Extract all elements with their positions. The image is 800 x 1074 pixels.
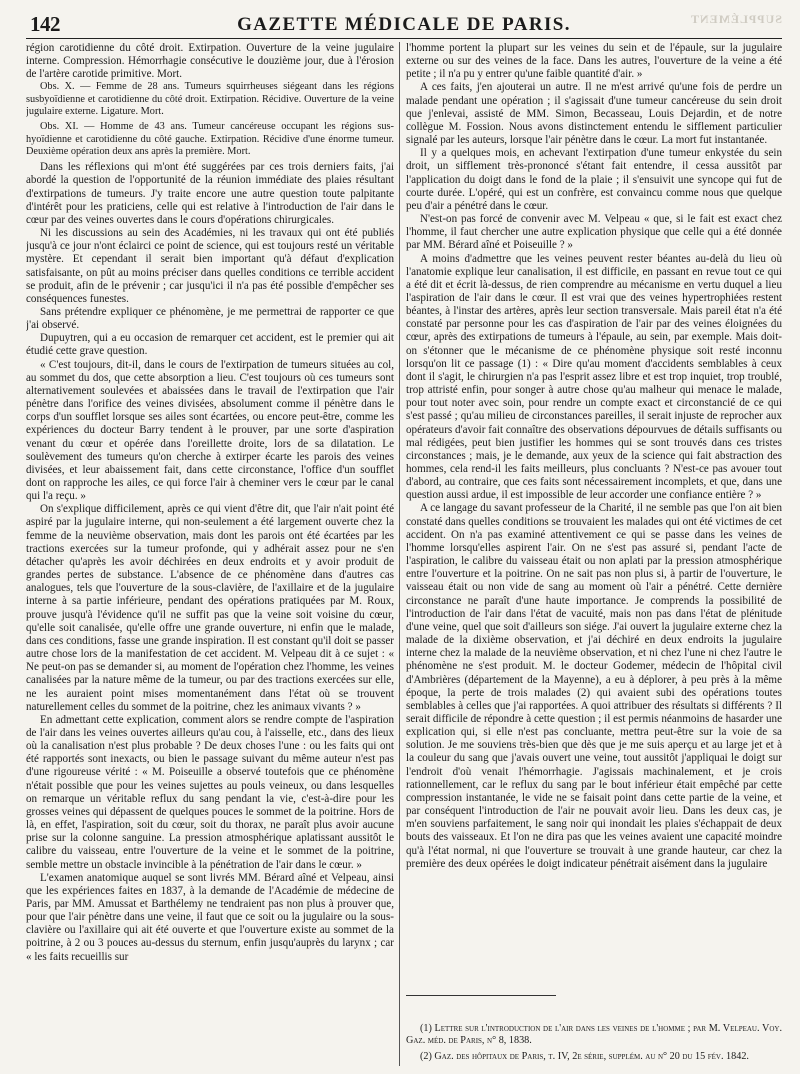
quotation-dupuytren: « C'est toujours, dit-il, dans le cours de l'extirpation de tumeurs situées au col, au sommet du dos, que cette absorption a lieu. C'est toujours où ces tumeurs sont alternativement soulevées et abaissées dans le travail de l'extirpation que l'air pénètre dans l'orifice des veines divisées, absolument comme il pénètre dans le corps d'un soufflet lorsque ses ailes sont écartées, ou encore peut-être, comme les expériences du docteur Barry tendent à le prouver, par une sorte d'aspiration venant du cœur et opérée dans l'oreillette droite, lors de sa dilatation. Le soulèvement des tumeurs qu'on cherche à extirper écarte les parois des veines divisées, et leur abaissement fait, dans cette circonstance, l'office d'un soufflet dont on rapproche les ailes, ce qui force l'air à cheminer vers le cœur par le canal qui l'a reçu. » — [26, 358, 394, 503]
paragraph: En admettant cette explication, comment alors se rendre compte de l'aspiration de l'air dans les veines ouvertes ailleurs qu'au cou, à l'aisselle, etc., dans des lieux où la canalisation n'est plus probable ? De deux choses l'une : ou les faits qui ont été rapportés sont inexacts, ou bien le passage suivant du même auteur n'est pas d'une rigoureuse vérité : « M. Poiseuille a observé toutefois que ce phénomène n'était possible que pour les veines sujettes au pouls veineux, ou dans lesquelles on remarque un véritable reflux du sang pendant la vie, c'est-à-dire pour les grosses veines qui dépassent de quelques pouces le sommet de la poitrine. Hors de là, en effet, l'aspiration, soit du cœur, soit du thorax, ne paraît plus avoir aucune prise sur la colonne sanguine. La pression atmosphérique aplatissant aussitôt le calibre du vaisseau, entre l'ouverture de la veine et le sommet de la poitrine, semble mettre un obstacle invincible à la pénétration de l'air dans le cœur. » — [26, 713, 394, 871]
column-divider — [399, 42, 400, 1066]
observation-xi: Obs. XI. — Homme de 43 ans. Tumeur cancéreuse occupant les régions sus-hyoïdienne et carotidienne du côté gauche. Extirpation. Récidive d'une énorme tumeur. Deuxième opération deux ans après la première. Mort. — [26, 121, 394, 157]
footnote-separator — [406, 995, 556, 996]
right-column — [406, 42, 782, 1066]
paragraph: A moins d'admettre que les veines peuvent rester béantes au-delà du lieu où l'anatomie explique leur canalisation, il est difficile, en passant en revue tout ce qui a été dit et écrit là-dessus, de rien comprendre au mécanisme en vertu duquel a lieu l'aspiration de l'air dans le cœur. Il est vrai que des veines hypertrophiées restent béantes, à l'instar des artères, après leur section transversale. Mais pareil état n'a été constaté par personne pour les cas d'aspiration de l'air par des veines éloignées du cœur, après des extirpations de tumeurs à l'épaule, au sein, par exemple. Mais doit-on s'étonner que le mécanisme de ce phénomène physique soit resté inconnu lorsqu'on lit ce passage (1) : « Dire qu'au moment d'accidents semblables à ceux dont il s'agit, le chirurgien n'a pas l'esprit assez libre et est trop inquiet, trop troublé, trop attristé enfin, pour songer à autre chose qu'au malheur qui menace le malade, pour tout noter avec soin, pour rendre un compte exact et circonstancié de ce qui s'est passé ; qu'au milieu de circonstances pareilles, il serait injuste de reprocher aux opérateurs d'avoir fait connaître des observations dépourvues de détails suffisants ou mal rédigées, peut bien justifier les hommes qui se sont trouvés dans ces tristes circonstances ; mais, je le demande, aux yeux de la science qui fait abstraction des hommes, cela rend-il les faits meilleurs, plus concluants ? N'est-ce pas avouer tout d'abord, au contraire, que ces faits sont nécessairement incomplets, et que, dans une question aussi ardue, il est impossible de leur accorder une confiance entière ? » — [406, 252, 782, 502]
paragraph: Sans prétendre expliquer ce phénomène, je me permettrai de rapporter ce que j'ai observé. — [26, 305, 394, 332]
paragraph: région carotidienne du côté droit. Extirpation. Ouverture de la veine jugulaire interne. Compression. Hémorrhagie consécutive le douzième jour, due à l'érosion de l'artère carotide primitive. Mort. — [26, 42, 394, 81]
paragraph: l'homme portent la plupart sur les veines du sein et de l'épaule, sur la jugulaire externe ou sur des veines de la face. Dans les autres, l'ouverture de la veine a été petite ; il n'a pu y entrer qu'une faible quantité d'air. » — [406, 42, 782, 81]
journal-title: GAZETTE MÉDICALE DE PARIS. — [237, 14, 571, 35]
paragraph: On s'explique difficilement, après ce qui vient d'être dit, que l'air n'ait point été aspiré par la jugulaire interne, qui non-seulement a été largement ouverte chez la femme de la neuvième observation, mais dont les parois ont été écartées par les tractions exercées sur la tumeur profonde, qui y adhérait assez pour ne s'en détacher qu'après les avoir déchirées en deux endroits et y avoir produit de grandes pertes de substance. L'absence de ce phénomène dans d'autres cas analogues, tels que l'ouverture de la sous-clavière, de l'axillaire et de la jugulaire interne à sa partie inférieure, pendant des opérations pratiquées par M. Roux, prouve jusqu'à l'évidence qu'il ne suffit pas que la veine soit voisine du cœur, qu'elle soit canalisée, qu'elle offre une grande ouverture, ni enfin que le malade, dans ces conditions, fasse une grande inspiration. Il est constant qu'il doit se passer autre chose lors de la manifestation de cet accident. M. Velpeau dit à ce sujet : « Ne peut-on pas se demander si, au moment de l'opération chez l'homme, les veines canalisées par la nature même de la tumeur, ou par des tractions exercées sur elle, ne les auraient point mises momentanément dans l'état où se trouvent naturellement celles du sommet de la poitrine, chez les animaux vivants ? » — [26, 503, 394, 713]
footnote-1: (1) Lettre sur l'introduction de l'air dans les veines de l'homme ; par M. Velpeau. Voy. Gaz. méd. de Paris, n° 8, 1838. — [406, 1022, 782, 1046]
bleed-through-text: SUPPLÉMENT — [689, 12, 782, 26]
page-header — [26, 8, 782, 39]
paragraph: Ni les discussions au sein des Académies, ni les travaux qui ont été publiés jusqu'à ce jour n'ont éclairci ce point de science, qui est toujours resté un véritable mystère. Et cependant il serait bien important qu'à défaut d'explication satisfaisante, on pût au moins préciser dans quelles conditions ce terrible accident se produit, afin de le prévenir ; car jusqu'ici il n'a pas été possible d'empêcher ses conséquences funestes. — [26, 227, 394, 305]
paragraph: L'examen anatomique auquel se sont livrés MM. Bérard aîné et Velpeau, ainsi que les expériences faites en 1837, à la demande de l'Académie de médecine de Paris, par MM. Amussat et Barthélemy ne tendraient pas non plus à prouver que, pour que l'air pénètre dans une veine, il faut que ce soit ou la jugulaire ou la sous-clavière ou l'axillaire qui ait été ouverte et que l'ouverture existe au sommet de la poitrine, à 2 ou 3 pouces au-dessus du sternum, enfin jusqu'auprès du larynx ; car « les faits recueillis sur — [26, 871, 394, 963]
paragraph: Il y a quelques mois, en achevant l'extirpation d'une tumeur enkystée du sein droit, un sifflement très-prononcé s'étant fait entendre, il cessa aussitôt par l'application du doigt dans le fond de la plaie ; il s'ensuivit une syncope qui fut de courte durée. L'opéré, qui est un confrère, est convaincu comme nous que quelque peu d'air a pénétré dans le cœur. — [406, 147, 782, 212]
page-number: 142 — [30, 12, 60, 36]
footnotes — [406, 1023, 782, 1067]
paragraph: N'est-on pas forcé de convenir avec M. Velpeau « que, si le fait est exact chez l'homme, il faut chercher une autre explication physique que celle qui a été donnée par MM. Bérard aîné et Poiseuille ? » — [406, 213, 782, 252]
paragraph: A ces faits, j'en ajouterai un autre. Il ne m'est arrivé qu'une fois de perdre un malade pendant une opération ; il s'agissait d'une tumeur cancéreuse du sein droit que j'enlevai, assisté de MM. Simon, Becasseau, Louis Dejardin, et de notre collègue M. Fossion. Nous avons distinctement entendu le sifflement particulier signalé par les auteurs, lorsque l'air pénètre dans le cœur. La mort fut instantanée. — [406, 81, 782, 147]
paragraph: A ce langage du savant professeur de la Charité, il ne semble pas que l'on ait bien constaté dans quelles conditions se trouvaient les malades qui ont été victimes de cet accident. On n'a pas examiné attentivement ce qui se passe dans les veines de l'homme lorsqu'elles aspirent l'air. On ne s'est pas assuré si, pendant l'acte de l'aspiration, le calibre du vaisseau était ou non aplati par la pression atmosphérique entre l'ouverture et la poitrine. On ne sait pas non plus si, à partir de l'ouverture, le vaisseau était ou non vide de sang au moment où l'air a pénétré. Cette dernière circonstance ne paraît d'une haute importance. Je comprends la possibilité de l'introduction de l'air dans l'état de vacuité, mais non pas dans l'état de plénitude d'une veine, quel que soit d'ailleurs son siége. J'ai ouvert la jugulaire externe chez la malade de la dixième observation, et j'ai déchiré en deux endroits la jugulaire interne chez la malade de la neuvième observation, et ni chez l'une ni chez l'autre le phénomène ne s'est produit. M. le docteur Godemer, médecin de l'hôpital civil d'Ambrières (département de la Mayenne), a eu à déplorer, à peu près à la même époque, la perte de trois malades (2) qui avaient subi des opérations toutes semblables à celles que j'ai rapportées. A quoi attribuer des résultats si différents ? Il serait difficile de répondre à cette question ; il est permis néanmoins de hasarder une explication qui, si elle n'est pas concluante, mettra peut-être sur la voie de sa solution. Je me souviens très-bien que dès que je me suis aperçu et au large jet et à la couleur du sang que j'avais ouvert une veine, tout aussitôt j'appliquai le doigt sur l'endroit d'où venait l'hémorrhagie. J'agissais machinalement, et je crois rationnellement, car le reflux du sang par le bout inférieur était empêché par cette compression instantanée, le vide ne se faisait point dans cette partie de la veine, et par conséquent l'introduction de l'air ne pouvait avoir lieu. Dans les deux cas, je m'en souviens parfaitement, le sang noir qui inondait les plaies s'échappait de deux bouts des vaisseaux. Et l'on ne dira pas que les veines avaient une capacité moindre qu'à l'état normal, ni que l'ouverture se trouvait à une grande hauteur, car chez la première des deux opérées le doigt indicateur pénétrait aisément dans la jugulaire — [406, 502, 782, 870]
paragraph: Dans les réflexions qui m'ont été suggérées par ces trois derniers faits, j'ai abordé la question de l'opportunité de la réunion immédiate des plaies résultant d'extirpations de tumeurs. J'y traite encore une autre question toute palpitante d'intérêt pour les praticiens, celle qui est relative à l'introduction de l'air dans le cœur par des veines ouvertes dans le cours d'opérations chirurgicales. — [26, 161, 394, 226]
left-column — [26, 42, 394, 1066]
footnote-2: (2) Gaz. des hôpitaux de Paris, t. IV, 2e série, supplém. au n° 20 du 15 fév. 1842. — [420, 1050, 749, 1062]
observation-x: Obs. X. — Femme de 28 ans. Tumeurs squirrheuses siégeant dans les régions susbyoïdienne et carotidienne du côté droit. Extirpation. Récidive. Ouverture de la veine jugulaire externe. Ligature. Mort. — [26, 81, 394, 118]
paragraph: Dupuytren, qui a eu occasion de remarquer cet accident, est le premier qui ait étudié cette grave question. — [26, 332, 394, 358]
article-body — [26, 42, 782, 1066]
